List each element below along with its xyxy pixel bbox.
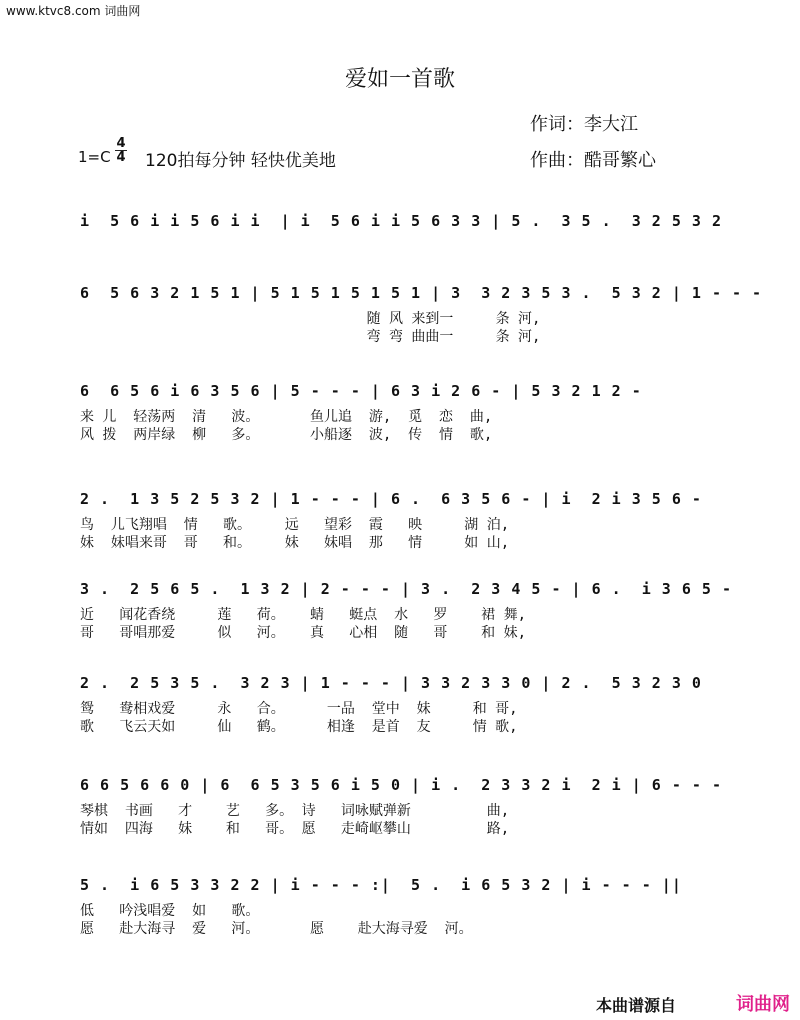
lyrics-verse-1: 来 儿 轻荡两 清 波。 鱼儿追 游, 觅 恋 曲, (80, 409, 493, 425)
lyrics-verse-1: 鸟 儿飞翔唱 情 歌。 远 望彩 霞 映 湖 泊, (80, 517, 510, 533)
lyrics-verse-2: 哥 哥唱那爱 似 河。 真 心相 随 哥 和 妹, (80, 625, 527, 641)
lyrics-verse-2: 弯 弯 曲曲一 条 河, (80, 329, 541, 345)
time-signature (115, 137, 127, 164)
notation-row: 6 6 5 6 i 6 3 5 6 | 5 - - - | 6 3 i 2 6 - | 5 3 2 1 2 - (80, 382, 642, 400)
notation-row: 2 . 2 5 3 5 . 3 2 3 | 1 - - - | 3 3 2 3 3 0 | 2 . 5 3 2 3 0 (80, 674, 702, 692)
lyrics-verse-1: 随 风 来到一 条 河, (80, 311, 541, 327)
lyrics-verse-1: 琴棋 书画 才 艺 多。 诗 词咏赋弹新 曲, (80, 803, 510, 819)
notation-row: i 5 6 i i 5 6 i i | i 5 6 i i 5 6 3 3 | 5 . 3 5 . 3 2 5 3 2 (80, 212, 722, 230)
composer-credit: 作曲：酷哥繁心 (530, 150, 656, 171)
lyrics-verse-1: 低 吟浅唱爱 如 歌。 (80, 903, 260, 919)
lyricist-credit: 作词：李大江 (530, 114, 638, 135)
tempo-marking: 120拍每分钟 轻快优美地 (145, 151, 336, 171)
footer-brand-logo[interactable]: 词曲网 (736, 994, 790, 1015)
time-signature-top: 4 (116, 136, 126, 151)
footer-source-label: 本曲谱源自 (595, 996, 676, 1015)
notation-row: 6 6 5 6 6 0 | 6 6 5 3 5 6 i 5 0 | i . 2 3 3 2 i 2 i | 6 - - - (80, 776, 722, 794)
song-title: 爱如一首歌 (344, 67, 455, 92)
lyrics-verse-2: 情如 四海 妹 和 哥。 愿 走崎岖攀山 路, (80, 821, 510, 837)
time-signature-bottom: 4 (116, 150, 126, 165)
notation-row: 6 5 6 3 2 1 5 1 | 5 1 5 1 5 1 5 1 | 3 3 2 3 5 3 . 5 3 2 | 1 - - - (80, 284, 763, 302)
notation-row: 2 . 1 3 5 2 5 3 2 | 1 - - - | 6 . 6 3 5 6 - | i 2 i 3 5 6 - (80, 490, 702, 508)
key-signature: 1=C (78, 148, 111, 166)
lyrics-verse-2: 愿 赴大海寻 爱 河。 愿 赴大海寻爱 河。 (80, 921, 473, 937)
lyrics-verse-2: 风 拨 两岸绿 柳 多。 小船逐 波, 传 情 歌, (80, 427, 493, 443)
lyrics-verse-2: 歌 飞云天如 仙 鹤。 相逢 是首 友 情 歌, (80, 719, 518, 735)
notation-row: 5 . i 6 5 3 3 2 2 | i - - - :| 5 . i 6 5 3 2 | i - - - || (80, 876, 682, 894)
lyrics-verse-1: 鸳 鸯相戏爱 永 合。 一品 堂中 妹 和 哥, (80, 701, 518, 717)
notation-row: 3 . 2 5 6 5 . 1 3 2 | 2 - - - | 3 . 2 3 4 5 - | 6 . i 3 6 5 - (80, 580, 732, 598)
lyrics-verse-1: 近 闻花香绕 莲 荷。 蜻 蜓点 水 罗 裙 舞, (80, 607, 527, 623)
site-url[interactable]: www.ktvc8.com 词曲网 (6, 4, 141, 18)
lyrics-verse-2: 妹 妹唱来哥 哥 和。 妹 妹唱 那 情 如 山, (80, 535, 510, 551)
